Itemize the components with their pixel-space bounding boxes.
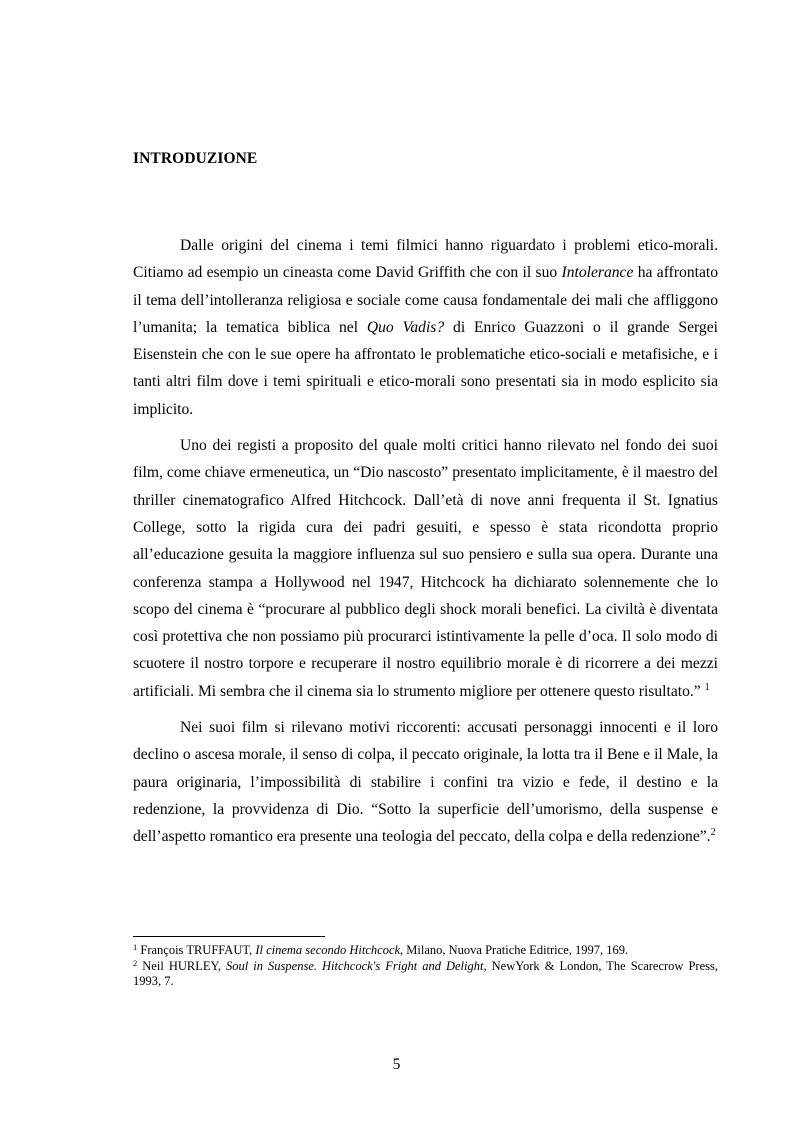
footnote-2-number: 2 [133, 958, 138, 968]
footnote-2 [133, 959, 718, 989]
footnote-1-book-title: Il cinema secondo Hitchcock [255, 943, 401, 957]
footnote-1-number: 1 [133, 942, 138, 952]
paragraph-1-text-a: Dalle origini del cinema i temi filmici hanno riguardato i problemi etico-morali. Citiamo ad esempio un cineasta come David Griffith che con il suo [133, 237, 718, 282]
footnotes [133, 936, 718, 990]
page-number: 5 [392, 1056, 401, 1073]
paragraph-2-text: Uno dei registi a proposito del quale molti critici hanno rilevato nel fondo dei suoi film, come chiave ermeneutica, un “Dio nascosto” presentato implicitamente, è il maestro del thriller cinematografico Alfred Hitchcock. Dall’età di nove anni frequenta il St. Ignatius College, sotto la rigida cura dei padri gesuiti, e spesso è stata ricondotta proprio all’educazione gesuita la maggiore influenza sul suo pensiero e sulla sua opera. Durante una conferenza stampa a Hollywood nel 1947, Hitchcock ha dichiarato solennemente che lo scopo del cinema è “procurare al pubblico degli shock morali benefici. La civiltà è diventata così protettiva che non possiamo più procurarci istintivamente la pelle d’oca. Il solo modo di scuotere il nostro torpore e recuperare il nostro equilibrio morale è di ricorrere a dei mezzi artificiali. Mi sembra che il cinema sia lo strumento migliore per ottenere questo risultato.” [133, 437, 718, 700]
footnote-2-text-a: Neil HURLEY, [137, 959, 227, 973]
footnote-2-book-title: Soul in Suspense. Hitchcock's Fright and Delight [226, 959, 484, 973]
footnote-1-text-a: François TRUFFAUT, [137, 943, 256, 957]
body-text [133, 232, 718, 851]
paragraph-1-text-c: ha affrontato il tema dell’intolleranza religiosa e sociale come causa fondamentale dei mali che affliggono l’umanita; la tematica biblica nel [133, 264, 718, 336]
film-title-intolerance: Intolerance [561, 264, 634, 282]
footnote-ref-2[interactable]: 2 [710, 827, 716, 839]
paragraph-1-text-e: di Enrico Guazzoni o il grande Sergei Eisenstein che con le sue opere ha affrontato le problematiche etico-sociali e metafisiche, e i tanti altri film dove i temi spirituali e etico-morali sono presentati sia in modo esplicito sia implicito. [133, 318, 718, 418]
footnote-1 [133, 943, 718, 958]
paragraph-3-text: Nei suoi film si rilevano motivi riccorenti: accusati personaggi innocenti e il loro declino o ascesa morale, il senso di colpa, il peccato originale, la lotta tra il Bene e il Male, la paura originaria, l’impossibilità di stabilire i confini tra vizio e fede, il destino e la redenzione, la provvidenza di Dio. “Sotto la superficie dell’umorismo, della suspense e dell’aspetto romantico era presente una teologia del peccato, della colpa e della redenzione”. [133, 719, 718, 846]
footnote-ref-1[interactable]: 1 [704, 681, 710, 693]
film-title-quo-vadis: Quo Vadis? [366, 318, 445, 336]
paragraph-2 [133, 432, 718, 705]
footnote-2-text-c: , NewYork & London, The Scarecrow Press, 1993, 7. [133, 959, 718, 988]
footnote-1-text-c: , Milano, Nuova Pratiche Editrice, 1997, 169. [400, 943, 629, 957]
paragraph-3 [133, 714, 718, 850]
chapter-title: INTRODUZIONE [133, 150, 258, 167]
footnote-separator [133, 936, 325, 937]
paragraph-1 [133, 232, 718, 423]
